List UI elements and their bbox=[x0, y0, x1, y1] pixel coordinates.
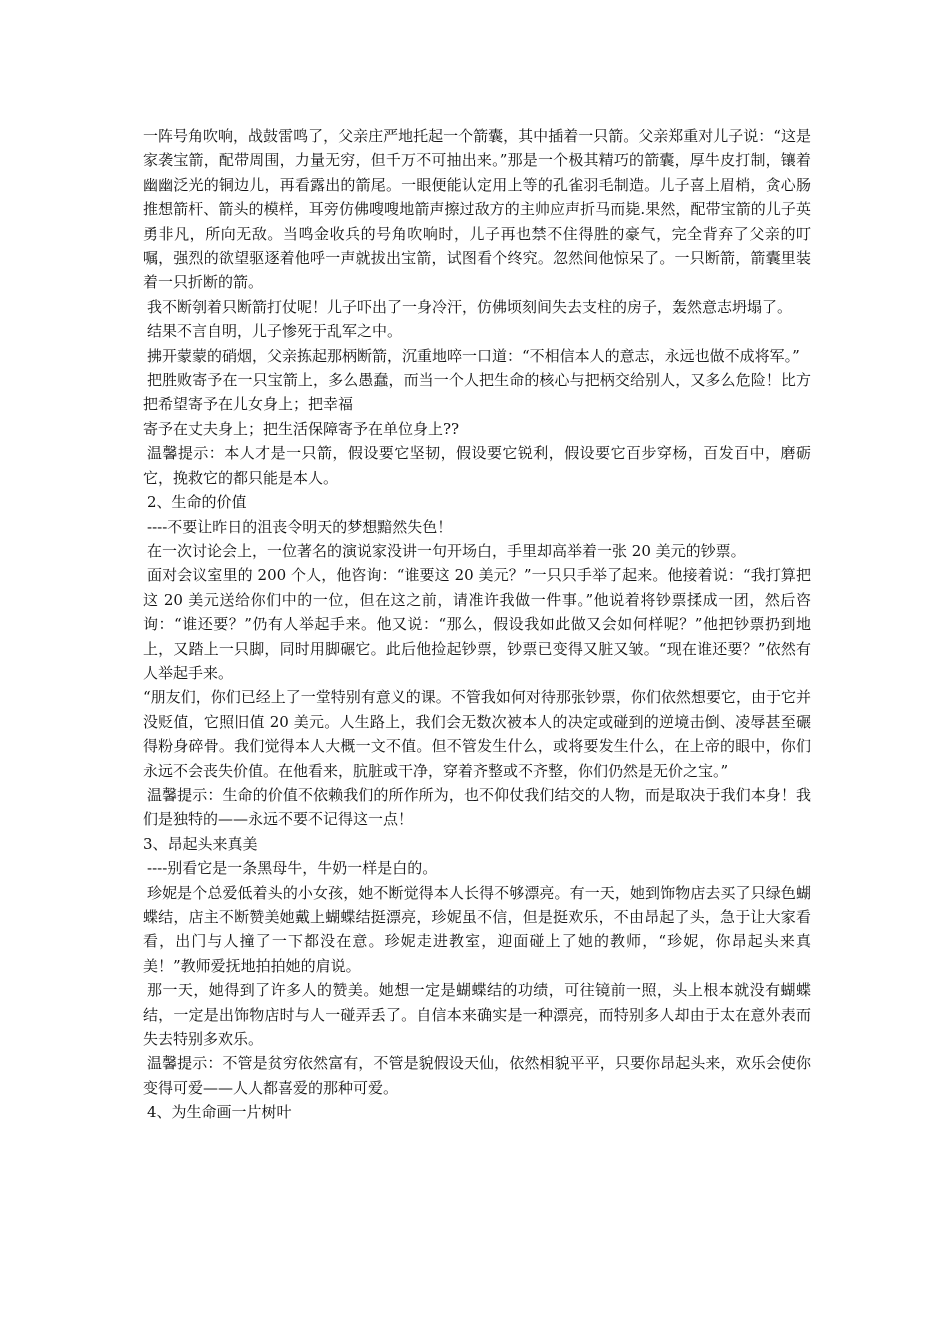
paragraph-tip-2: 温馨提示：生命的价值不依赖我们的所作所为，也不仰仗我们结交的人物，而是取决于我们本身！我们是独特的——永远不要不记得这一点！ bbox=[143, 785, 811, 829]
section-heading-4: 4、为生命画一片树叶 bbox=[147, 1103, 292, 1122]
section-motto-3: ----别看它是一条黑母牛，牛奶一样是白的。 bbox=[147, 859, 438, 878]
paragraph-jenny-praise: 那一天，她得到了许多人的赞美。她想一定是蝴蝶结的功绩，可往镜前一照，头上根本就没有蝴蝶结，一定是出饰物店时与人一碰弄丢了。自信本来确实是一种漂亮，而特别多人却由于太在意外表而失去特别多欢乐。 bbox=[143, 981, 811, 1049]
paragraph-tip-1: 温馨提示：本人才是一只箭，假设要它坚韧，假设要它锐利，假设要它百步穿杨，百发百中，磨砺它，挽救它的都只能是本人。 bbox=[143, 444, 811, 487]
paragraph-banknote-demo: 面对会议室里的 200 个人，他咨询：“谁要这 20 美元？”一只只手举了起来。他接着说：“我打算把这 20 美元送给你们中的一位，但在这之前，请准许我做一件事。”他说着将钞票揉成一团，然后咨询：“谁还要？”仍有人举起手来。他又说：“那么，假设我如此做又会如何样呢？”他把钞票扔到地上，又踏上一只脚，同时用脚碾它。此后他捡起钞票，钞票已变得又脏又皱。“现在谁还要？”依然有人举起手来。 bbox=[143, 566, 811, 682]
paragraph-result: 结果不言自明，儿子惨死于乱军之中。 bbox=[147, 322, 403, 341]
section-motto-2: ----不要让昨日的沮丧令明天的梦想黯然失色！ bbox=[147, 517, 453, 536]
paragraph-father-words: 拂开蒙蒙的硝烟，父亲拣起那柄断箭，沉重地啐一口道：“不相信本人的意志，永远也做不成将军。” bbox=[147, 346, 800, 365]
document-body bbox=[143, 124, 811, 1125]
paragraph-tip-3: 温馨提示：不管是贫穷依然富有，不管是貌假设天仙，依然相貌平平，只要你昂起头来，欢乐会使你变得可爱——人人都喜爱的那种可爱。 bbox=[143, 1054, 811, 1097]
paragraph-seminar: 在一次讨论会上，一位著名的演说家没讲一句开场白，手里却高举着一张 20 美元的钞票。 bbox=[147, 541, 746, 560]
section-heading-2: 2、生命的价值 bbox=[147, 493, 247, 512]
paragraph-broken-arrow-story: 一阵号角吹响，战鼓雷鸣了，父亲庄严地托起一个箭囊，其中插着一只箭。父亲郑重对儿子说：“这是家袭宝箭，配带周围，力量无穷，但千万不可抽出来。”那是一个极其精巧的箭囊，厚牛皮打制，镶着幽幽泛光的铜边儿，再看露出的箭尾。一眼便能认定用上等的孔雀羽毛制造。儿子喜上眉梢，贪心肠推想箭杆、箭头的模样，耳旁仿佛嗖嗖地箭声擦过敌方的主帅应声折马而毙.果然，配带宝箭的儿子英勇非凡，所向无敌。当鸣金收兵的号角吹响时，儿子再也禁不住得胜的豪气，完全背弃了父亲的叮嘱，强烈的欲望驱逐着他呼一声就拔出宝箭，试图看个终究。忽然间他惊呆了。一只断箭，箭囊里装着一只折断的箭。 bbox=[143, 127, 811, 292]
paragraph-jenny-story: 珍妮是个总爱低着头的小女孩，她不断觉得本人长得不够漂亮。有一天，她到饰物店去买了只绿色蝴蝶结，店主不断赞美她戴上蝴蝶结挺漂亮，珍妮虽不信，但是挺欢乐，不由昂起了头，急于让大家看看，出门与人撞了一下都没在意。珍妮走进教室，迎面碰上了她的教师，“珍妮，你昂起头来真美！”教师爱抚地拍拍她的肩说。 bbox=[143, 883, 811, 975]
paragraph-reflection: 把胜败寄予在一只宝箭上，多么愚蠢，而当一个人把生命的核心与把柄交给别人，又多么危险！比方把希望寄予在儿女身上；把幸福 bbox=[143, 371, 811, 414]
section-heading-3: 3、昂起头来真美 bbox=[143, 834, 258, 853]
paragraph-son-shock: 我不断刳着只断箭打仗呢！儿子吓出了一身冷汗，仿佛顷刻间失去支柱的房子，轰然意志坍塌了。 bbox=[147, 297, 793, 316]
paragraph-speaker-quote: “朋友们，你们已经上了一堂特别有意义的课。不管我如何对待那张钞票，你们依然想要它，由于它并没贬值，它照旧值 20 美元。人生路上，我们会无数次被本人的决定或碰到的逆境击倒、凌辱甚至碾得粉身碎骨。我们觉得本人大概一文不值。但不管发生什么，或将要发生什么，在上帝的眼中，你们永远不会丧失价值。在他看来，肮脏或干净，穿着齐整或不齐整，你们仍然是无价之宝。” bbox=[143, 688, 811, 780]
paragraph-reflection-continued: 寄予在丈夫身上；把生活保障寄予在单位身上?? bbox=[143, 419, 460, 438]
